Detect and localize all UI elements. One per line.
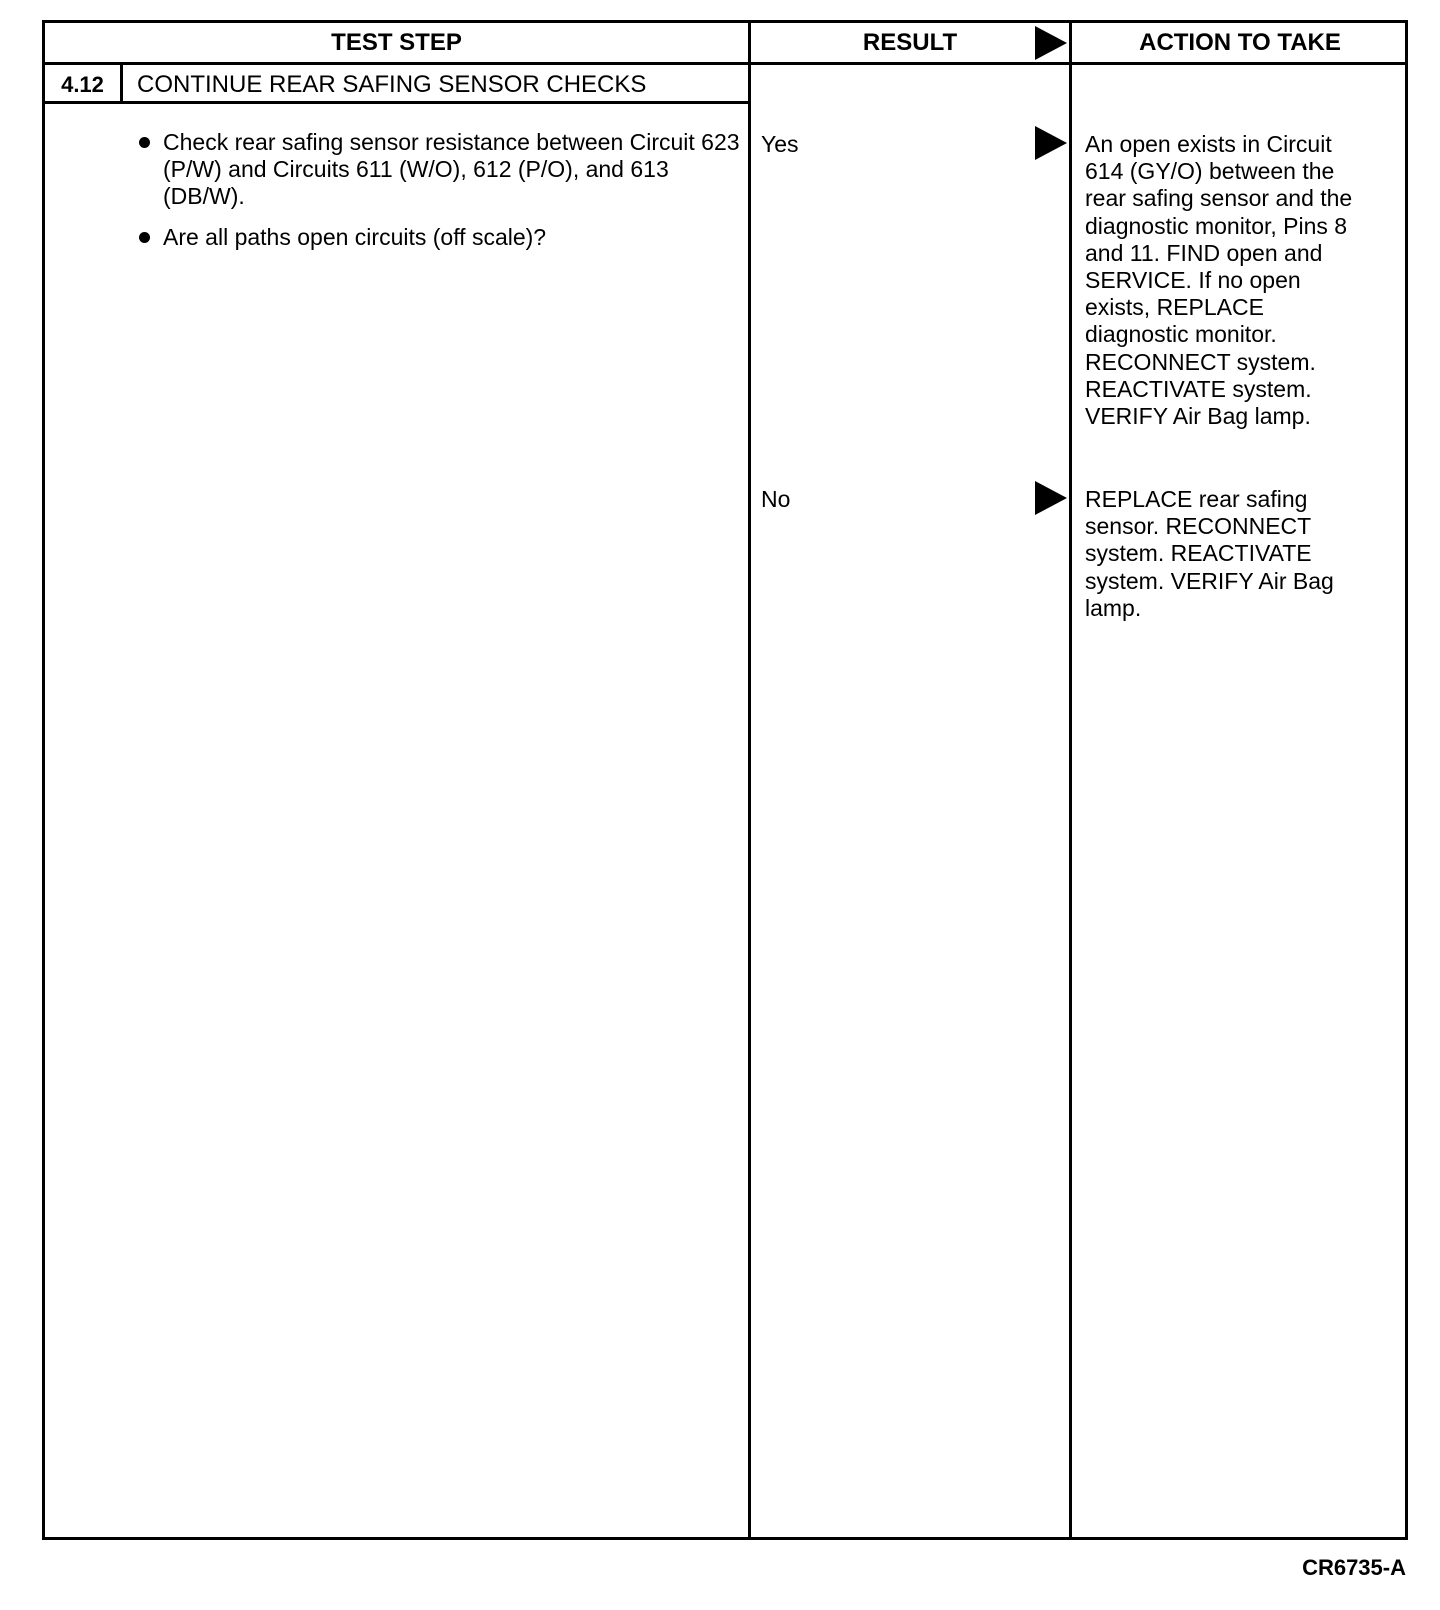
list-item	[135, 129, 755, 210]
bullet-text: Check rear safing sensor resistance between Circuit 623 (P/W) and Circuits 611 (W/O), 612 (P/O), and 613 (DB/W).	[163, 129, 740, 209]
result-yes-label: Yes	[761, 131, 799, 157]
header-arrow-icon	[1035, 26, 1067, 60]
bullet-icon	[139, 137, 150, 148]
result-no-label: No	[761, 486, 791, 512]
document-id: CR6735-A	[1302, 1555, 1406, 1580]
action-no-text: REPLACE rear safing sensor. RECONNECT system. REACTIVATE system. VERIFY Air Bag lamp.	[1085, 486, 1334, 621]
step-number: 4.12	[61, 72, 104, 97]
step-bullet-list	[135, 129, 755, 265]
test-step-table	[42, 20, 1408, 1540]
list-item	[135, 224, 755, 251]
bullet-icon	[139, 232, 150, 243]
bullet-text: Are all paths open circuits (off scale)?	[163, 224, 547, 250]
column-divider-action	[1069, 23, 1072, 1537]
step-number-divider	[120, 62, 123, 104]
result-no-arrow-icon	[1035, 481, 1067, 515]
header-test-step: TEST STEP	[331, 29, 462, 56]
step-title: CONTINUE REAR SAFING SENSOR CHECKS	[137, 71, 647, 98]
action-yes-text: An open exists in Circuit 614 (GY/O) between the rear safing sensor and the diagnostic monitor, Pins 8 and 11. FIND open and SERVICE. If no open exists, REPLACE diagnostic monitor. RECONNECT system. REACTIVATE system. VERIFY Air Bag lamp.	[1085, 131, 1353, 430]
header-action: ACTION TO TAKE	[1139, 29, 1341, 56]
result-yes-arrow-icon	[1035, 126, 1067, 160]
header-result: RESULT	[862, 29, 958, 56]
